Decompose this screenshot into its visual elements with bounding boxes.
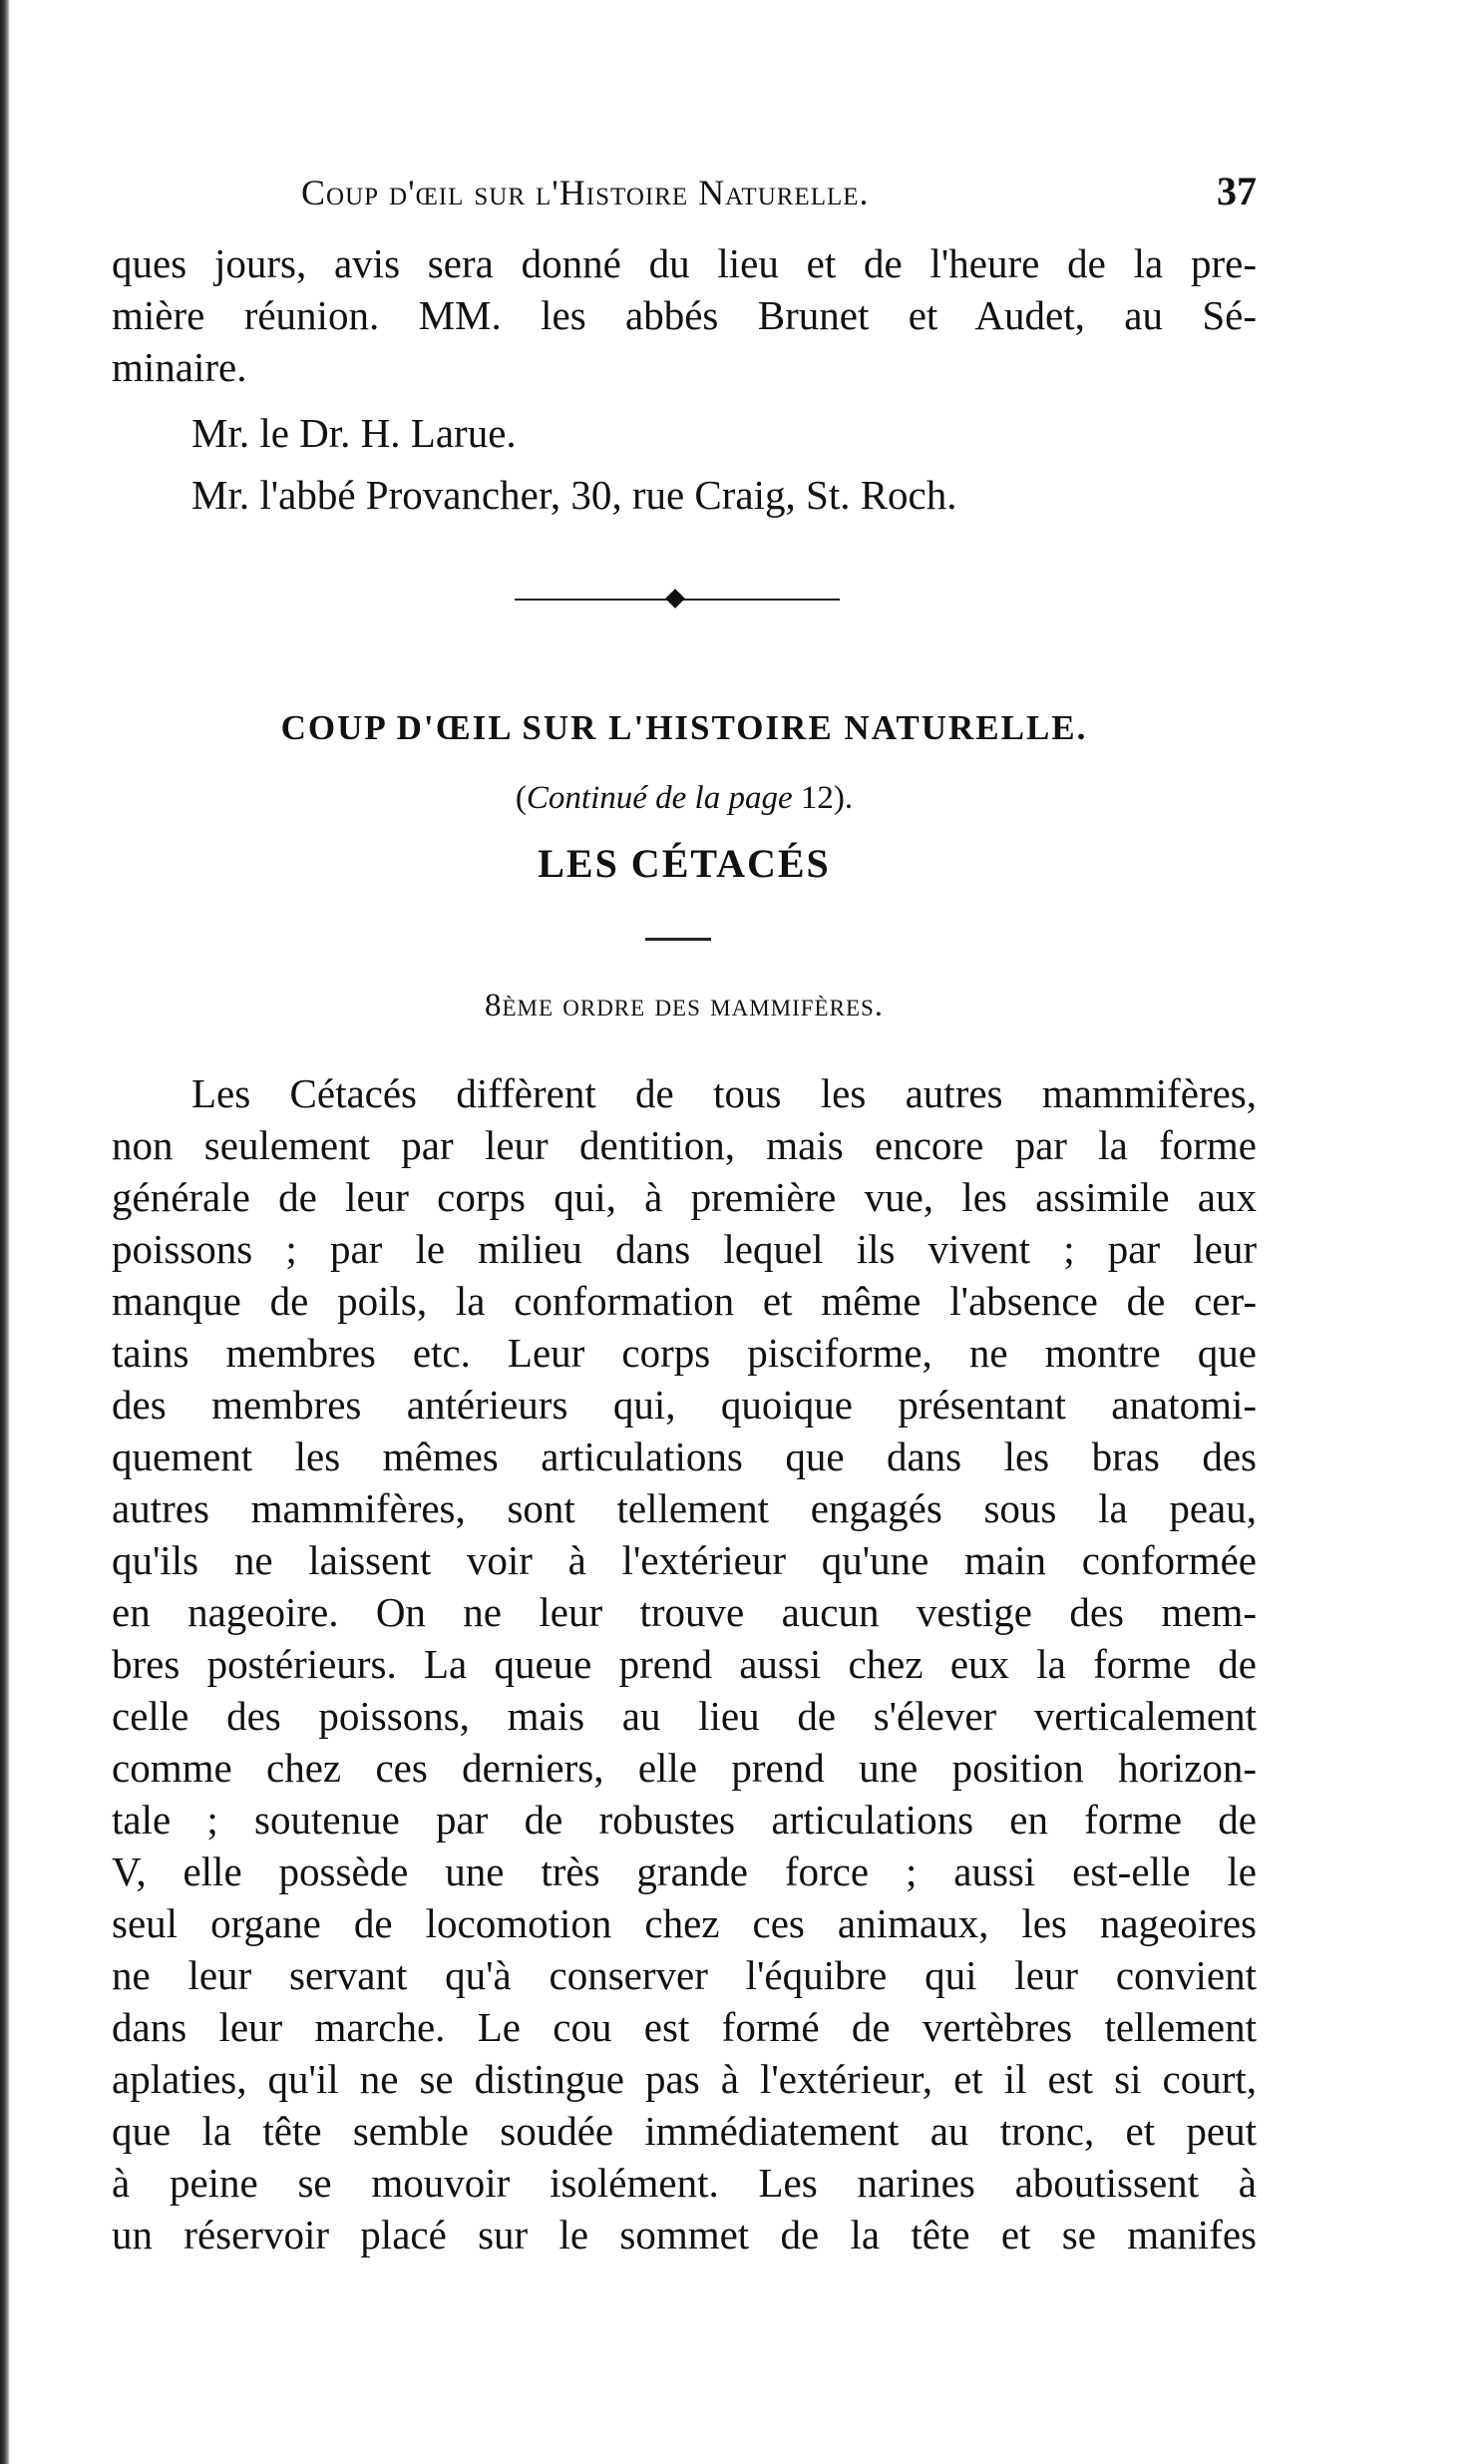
article-title: COUP D'ŒIL SUR L'HISTOIRE NATURELLE. xyxy=(280,708,1088,747)
paragraph-line: en nageoire. On ne leur trouve aucun vestige des mem- xyxy=(112,1589,1257,1635)
paragraph-line: seul organe de locomotion chez ces animaux, les nageoires xyxy=(112,1900,1257,1946)
chapter-title: LES CÉTACÉS xyxy=(538,841,831,886)
intro-line: minaire. xyxy=(112,344,247,390)
paragraph-line: manque de poils, la conformation et même l'absence de cer- xyxy=(112,1278,1257,1324)
continued-suffix: 12). xyxy=(792,780,854,816)
paragraph-line: ne leur servant qu'à conserver l'équibre qui leur convient xyxy=(112,1952,1257,1998)
intro-text xyxy=(112,237,1257,393)
book-page xyxy=(112,0,1257,2464)
continued-italic: Continué de la page xyxy=(526,780,793,816)
intro-line: ques jours, avis sera donné du lieu et de l'heure de la pre- xyxy=(112,240,1257,286)
running-title: Coup d'œil sur l'Histoire Naturelle. xyxy=(301,173,870,212)
continued-prefix: ( xyxy=(515,780,527,816)
continued-note xyxy=(112,780,1257,817)
contact-provancher: Mr. l'abbé Provancher, 30, rue Craig, St. Roch. xyxy=(191,472,957,518)
paragraph-line: un réservoir placé sur le sommet de la tête et se manifes xyxy=(112,2212,1257,2258)
paragraph-line: poissons ; par le milieu dans lequel ils vivent ; par leur xyxy=(112,1226,1257,1272)
contact-larue: Mr. le Dr. H. Larue. xyxy=(191,410,517,456)
running-header xyxy=(112,169,1257,223)
paragraph-line: autres mammifères, sont tellement engagés sous la peau, xyxy=(112,1485,1257,1531)
paragraph-line: tale ; soutenue par de robustes articulations en forme de xyxy=(112,1797,1257,1843)
paragraph-line: celle des poissons, mais au lieu de s'élever verticalement xyxy=(112,1693,1257,1739)
page-binding-edge xyxy=(0,0,10,2464)
paragraph-line: qu'ils ne laissent voir à l'extérieur qu'une main conformée xyxy=(112,1537,1257,1583)
chapter-rule xyxy=(645,938,711,941)
paragraph-line: des membres antérieurs qui, quoique présentant anatomi- xyxy=(112,1382,1257,1428)
paragraph-line: V, elle possède une très grande force ; aussi est-elle le xyxy=(112,1848,1257,1894)
order-heading: 8ème ordre des mammifères. xyxy=(484,988,885,1024)
paragraph-line: à peine se mouvoir isolément. Les narines aboutissent à xyxy=(112,2160,1257,2206)
paragraph-line: non seulement par leur dentition, mais encore par la forme xyxy=(112,1122,1257,1168)
paragraph-line: dans leur marche. Le cou est formé de vertèbres tellement xyxy=(112,2004,1257,2050)
paragraph-line: comme chez ces derniers, elle prend une position horizon- xyxy=(112,1745,1257,1791)
paragraph-line: bres postérieurs. La queue prend aussi chez eux la forme de xyxy=(112,1641,1257,1687)
page-number: 37 xyxy=(1217,169,1257,213)
intro-line: mière réunion. MM. les abbés Brunet et Audet, au Sé- xyxy=(112,292,1257,338)
paragraph-line: Les Cétacés diffèrent de tous les autres mammifères, xyxy=(191,1070,1257,1116)
separator-ornament-icon xyxy=(665,589,685,609)
paragraph-line: que la tête semble soudée immédiatement au tronc, et peut xyxy=(112,2108,1257,2154)
paragraph-line: quement les mêmes articulations que dans les bras des xyxy=(112,1434,1257,1479)
body-paragraph xyxy=(112,1067,1257,2260)
paragraph-line: aplaties, qu'il ne se distingue pas à l'extérieur, et il est si court, xyxy=(112,2056,1257,2102)
paragraph-line: générale de leur corps qui, à première vue, les assimile aux xyxy=(112,1174,1257,1220)
paragraph-line: tains membres etc. Leur corps pisciforme, ne montre que xyxy=(112,1330,1257,1376)
